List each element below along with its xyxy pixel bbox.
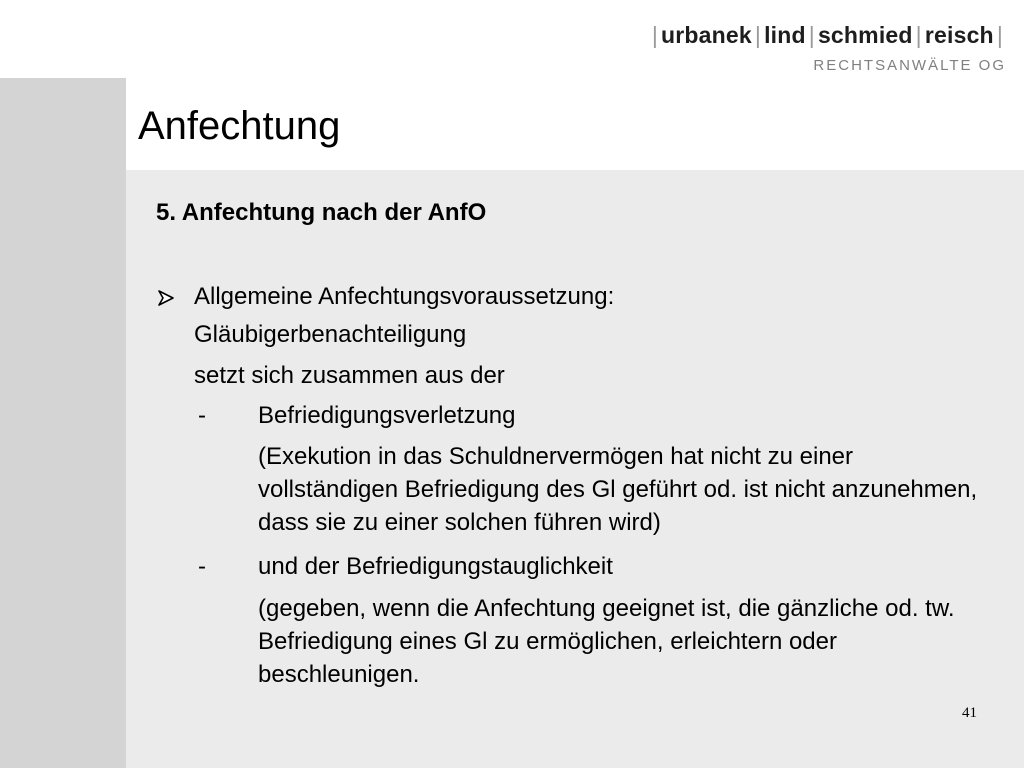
logo-separator: | <box>996 22 1003 48</box>
logo-name-part: reisch <box>924 22 994 48</box>
logo-separator: | <box>915 22 922 48</box>
list-dash: - <box>198 402 206 429</box>
page-number: 41 <box>962 705 977 721</box>
arrow-bullet-icon <box>156 288 176 308</box>
logo-separator: | <box>808 22 815 48</box>
bullet-line: setzt sich zusammen aus der <box>194 362 505 389</box>
bullet-line: Gläubigerbenachteiligung <box>194 321 467 348</box>
list-dash: - <box>198 553 206 580</box>
list-item-label: Befriedigungsverletzung <box>258 402 516 429</box>
logo-subtitle: RECHTSANWÄLTE OG <box>813 57 1006 74</box>
slide-title: Anfechtung <box>138 104 341 148</box>
list-item-label: und der Befriedigungstauglichkeit <box>258 553 613 580</box>
logo-name-part: schmied <box>817 22 913 48</box>
logo-name-part: urbanek <box>661 22 752 48</box>
logo-separator: | <box>651 22 658 48</box>
logo-name-part: lind <box>764 22 806 48</box>
logo-separator: | <box>754 22 762 48</box>
list-item-explanation: (gegeben, wenn die Anfechtung geeignet ist, die gänzliche od. tw. Befriedigung eines Gl zu ermöglichen, erleichtern oder beschleunigen. <box>258 595 955 688</box>
section-heading: 5. Anfechtung nach der AnfO <box>156 199 487 226</box>
list-item-explanation: (Exekution in das Schuldnervermögen hat nicht zu einer vollständigen Befriedigung des Gl geführt od. ist nicht anzunehmen, dass sie zu einer solchen führen wird) <box>258 443 978 536</box>
bullet-line: Allgemeine Anfechtungsvoraussetzung: <box>194 283 615 310</box>
